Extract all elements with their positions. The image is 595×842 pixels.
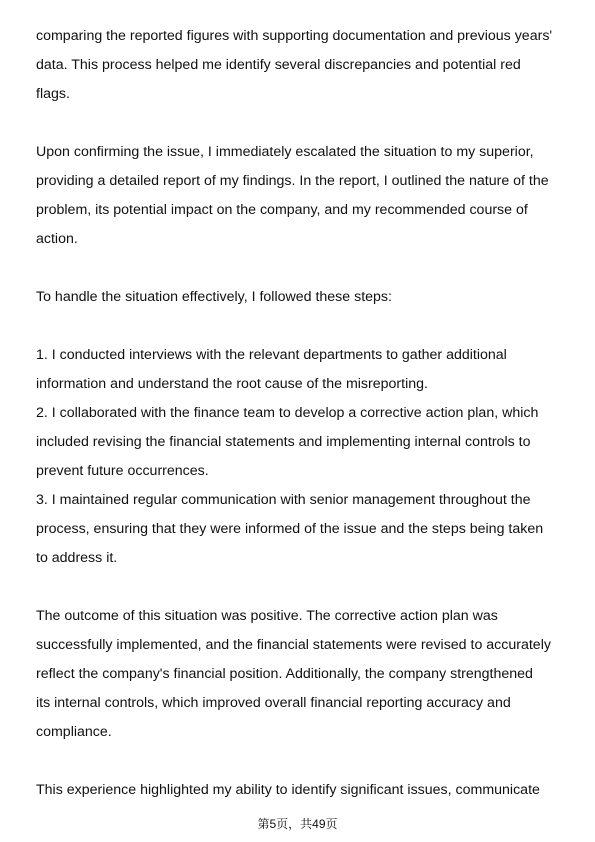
paragraph-review: comparing the reported figures with supporting documentation and previous years' data. This process helped me identify several discrepancies and potential red flags. — [36, 28, 553, 102]
list-item: 3. I maintained regular communication with senior management throughout the process, ensuring that they were informed of the issue and the steps being taken to address it. — [36, 492, 544, 566]
list-item: 2. I collaborated with the finance team to develop a corrective action plan, which included revising the financial statements and implementing internal controls to prevent future occurrences. — [36, 405, 539, 479]
list-item: 1. I conducted interviews with the relevant departments to gather additional information and understand the root cause of the misreporting. — [36, 347, 507, 392]
document-body — [36, 22, 566, 805]
steps-list — [36, 341, 566, 573]
paragraph-closing: This experience highlighted my ability to identify significant issues, communicate — [36, 782, 540, 798]
page-number-footer: 第5页，共49页 — [257, 817, 338, 831]
paragraph-outcome: The outcome of this situation was positive. The corrective action plan was successfully implemented, and the financial statements were revised to accurately reflect the company's financial position. Additionally, the company strengthened its internal controls, which improved overall financial reporting accuracy and compliance. — [36, 608, 551, 740]
paragraph-steps-intro: To handle the situation effectively, I followed these steps: — [36, 289, 392, 305]
paragraph-escalation: Upon confirming the issue, I immediately escalated the situation to my superior, providing a detailed report of my findings. In the report, I outlined the nature of the problem, its potential impact on the company, and my recommended course of action. — [36, 144, 549, 247]
